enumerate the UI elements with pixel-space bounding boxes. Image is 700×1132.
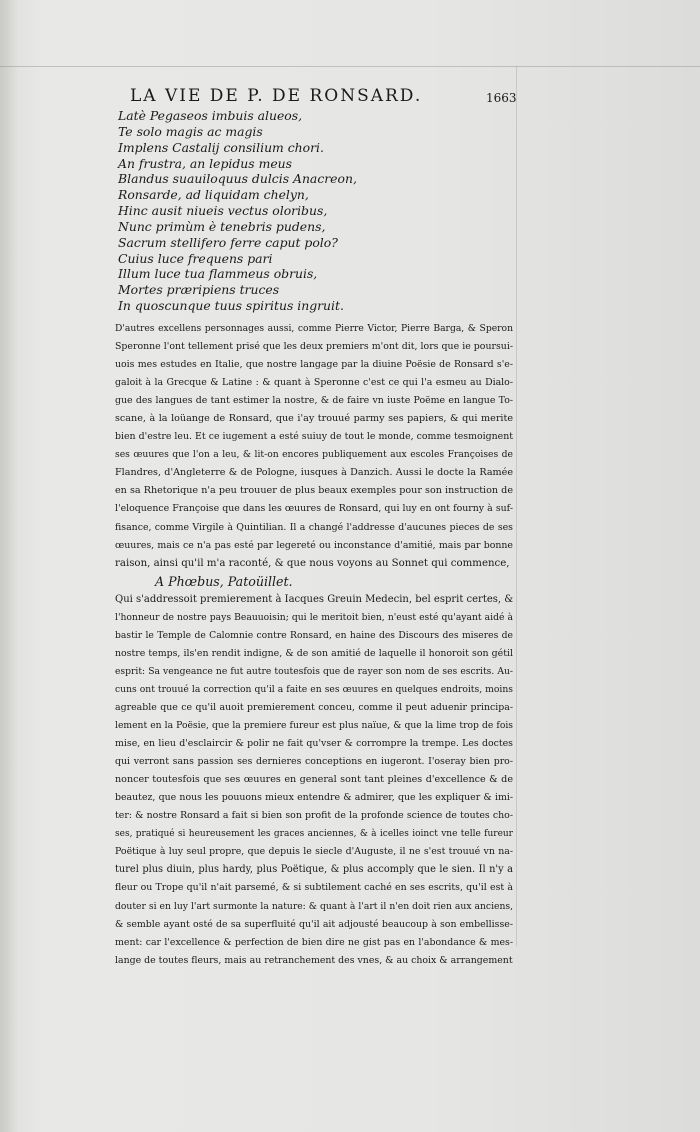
verse-line: Nunc primùm è tenebris pudens, bbox=[118, 218, 326, 234]
text-line: & semble ayant osté de sa superfluité qu'il ait adjousté beaucoup à son embellisse- bbox=[115, 918, 513, 930]
verse-line: Blandus suauiloquus dulcis Anacreon, bbox=[118, 171, 357, 187]
text-line: bastir le Temple de Calomnie contre Ronsard, en haine des Discours des miseres de bbox=[115, 629, 513, 641]
text-line: Flandres, d'Angleterre & de Pologne, iusques à Danzich. Aussi le docte la Ramée bbox=[115, 467, 513, 479]
text-line: esprit: Sa vengeance ne fut autre toutesfois que de rayer son nom de ses escrits. Au- bbox=[115, 665, 513, 677]
verse-line: Te solo magis ac magis bbox=[118, 123, 263, 139]
text-line: fleur ou Trope qu'il n'ait parsemé, & si subtilement caché en ses escrits, qu'il est à bbox=[115, 882, 513, 894]
text-line: l'eloquence Françoise que dans les œuures de Ronsard, qui luy en ont fourny à suf- bbox=[115, 503, 513, 515]
text-line: galoit à la Grecque & Latine : & quant à Speronne c'est ce qui l'a esmeu au Dialo- bbox=[115, 377, 513, 389]
text-line: Speronne l'ont tellement prisé que les deux premiers m'ont dit, lors que ie poursui- bbox=[115, 341, 513, 353]
text-line: nostre temps, ils'en rendit indigne, & de son amitié de laquelle il honoroit son gétil bbox=[115, 647, 513, 659]
text-line: fisance, comme Virgile à Quintilian. Il a changé l'addresse d'aucunes pieces de ses bbox=[115, 521, 513, 533]
text-line: qui verront sans passion ses dernieres conceptions en iugeront. I'oseray bien pro- bbox=[115, 756, 513, 768]
text-line: œuures, mais ce n'a pas esté par legereté ou inconstance d'amitié, mais par bonne bbox=[115, 539, 513, 551]
text-line: ses, pratiqué si heureusement les graces anciennes, & à icelles ioinct vne telle fureur bbox=[115, 829, 513, 840]
verse-line: Implens Castalij consilium chori. bbox=[118, 139, 324, 155]
verse-line: Ronsarde, ad liquidam chelyn, bbox=[118, 187, 309, 203]
page-edge-shadow bbox=[0, 0, 18, 1132]
text-line: Qui s'addressoit premierement à Iacques Greuin Medecin, bel esprit certes, & bbox=[115, 593, 514, 605]
text-line: en sa Rhetorique n'a peu trouuer de plus beaux exemples pour son instruction de bbox=[115, 485, 513, 497]
text-line: lement en la Poësie, que la premiere fureur est plus naïue, & que la lime trop de fois bbox=[115, 720, 513, 732]
text-line: noncer toutesfois que ses œuures en general sont tant pleines d'excellence & de bbox=[115, 774, 513, 786]
prose-body bbox=[115, 320, 513, 970]
page-number: 1663 bbox=[486, 91, 517, 105]
scan-margin-line bbox=[516, 66, 517, 946]
text-line: cuns ont trouué la correction qu'il a faite en ses œuures en quelques endroits, moins bbox=[115, 683, 513, 695]
text-line: D'autres excellens personnages aussi, comme Pierre Victor, Pierre Barga, & Speron bbox=[115, 323, 513, 334]
verse-line: Mortes præripiens truces bbox=[118, 282, 280, 298]
sonnet-citation: A Phœbus, Patoüillet. bbox=[155, 573, 293, 589]
text-line: ses œuures que l'on a leu, & lit-on encores publiquement aux escoles Françoises de bbox=[115, 449, 513, 461]
text-line: beautez, que nous les pouuons mieux entendre & admirer, que les expliquer & imi- bbox=[115, 792, 513, 804]
verse-line: In quoscunque tuus spiritus ingruit. bbox=[118, 298, 344, 314]
verse-line: Latè Pegaseos imbuis alueos, bbox=[118, 108, 303, 123]
text-line: scane, à la loüange de Ronsard, que i'ay trouué parmy ses papiers, & qui merite bbox=[115, 413, 513, 425]
text-line: raison, ainsi qu'il m'a raconté, & que nous voyons au Sonnet qui commence, bbox=[115, 557, 510, 569]
text-line: douter si en luy l'art surmonte la nature: & quant à l'art il n'en doit rien aux anciens, bbox=[115, 900, 513, 912]
text-line: turel plus diuin, plus hardy, plus Poëtique, & plus accomply que le sien. Il n'y a bbox=[115, 864, 513, 876]
verse-line: An frustra, an lepidus meus bbox=[118, 155, 293, 171]
text-line: l'honneur de nostre pays Beauuoisin; qui le meritoit bien, n'eust esté qu'ayant aidé à bbox=[115, 611, 513, 623]
text-line: lange de toutes fleurs, mais au retranchement des vnes, & au choix & arrangement bbox=[115, 954, 513, 966]
running-title: LA VIE DE P. DE RONSARD. bbox=[130, 86, 423, 106]
text-line: mise, en lieu d'esclaircir & polir ne fait qu'vser & corrompre la trempe. Les doctes bbox=[115, 738, 513, 750]
scan-fold-line bbox=[0, 66, 700, 67]
text-line: Poëtique à luy seul propre, que depuis le siecle d'Auguste, il ne s'est trouué vn na- bbox=[115, 846, 513, 858]
verse-line: Illum luce tua flammeus obruis, bbox=[118, 266, 318, 282]
text-line: ment: car l'excellence & perfection de bien dire ne gist pas en l'abondance & mes- bbox=[115, 936, 513, 948]
text-line: agreable que ce qu'il auoit premierement conceu, comme il peut aduenir principa- bbox=[115, 701, 513, 713]
text-line: ter: & nostre Ronsard a fait si bien son profit de la profonde science de toutes cho- bbox=[115, 810, 513, 822]
text-line: uois mes estudes en Italie, que nostre langage par la diuine Poësie de Ronsard s'e- bbox=[115, 359, 513, 371]
verse-line: Hinc ausit niueis vectus oloribus, bbox=[118, 203, 328, 219]
text-line: gue des langues de tant estimer la nostre, & de faire vn iuste Poëme en langue To- bbox=[115, 395, 513, 407]
verse-line: Cuius luce frequens pari bbox=[118, 250, 273, 266]
latin-verse-block bbox=[118, 108, 357, 314]
verse-line: Sacrum stellifero ferre caput polo? bbox=[118, 234, 338, 250]
text-line: bien d'estre leu. Et ce iugement a esté suiuy de tout le monde, comme tesmoignent bbox=[115, 431, 513, 443]
